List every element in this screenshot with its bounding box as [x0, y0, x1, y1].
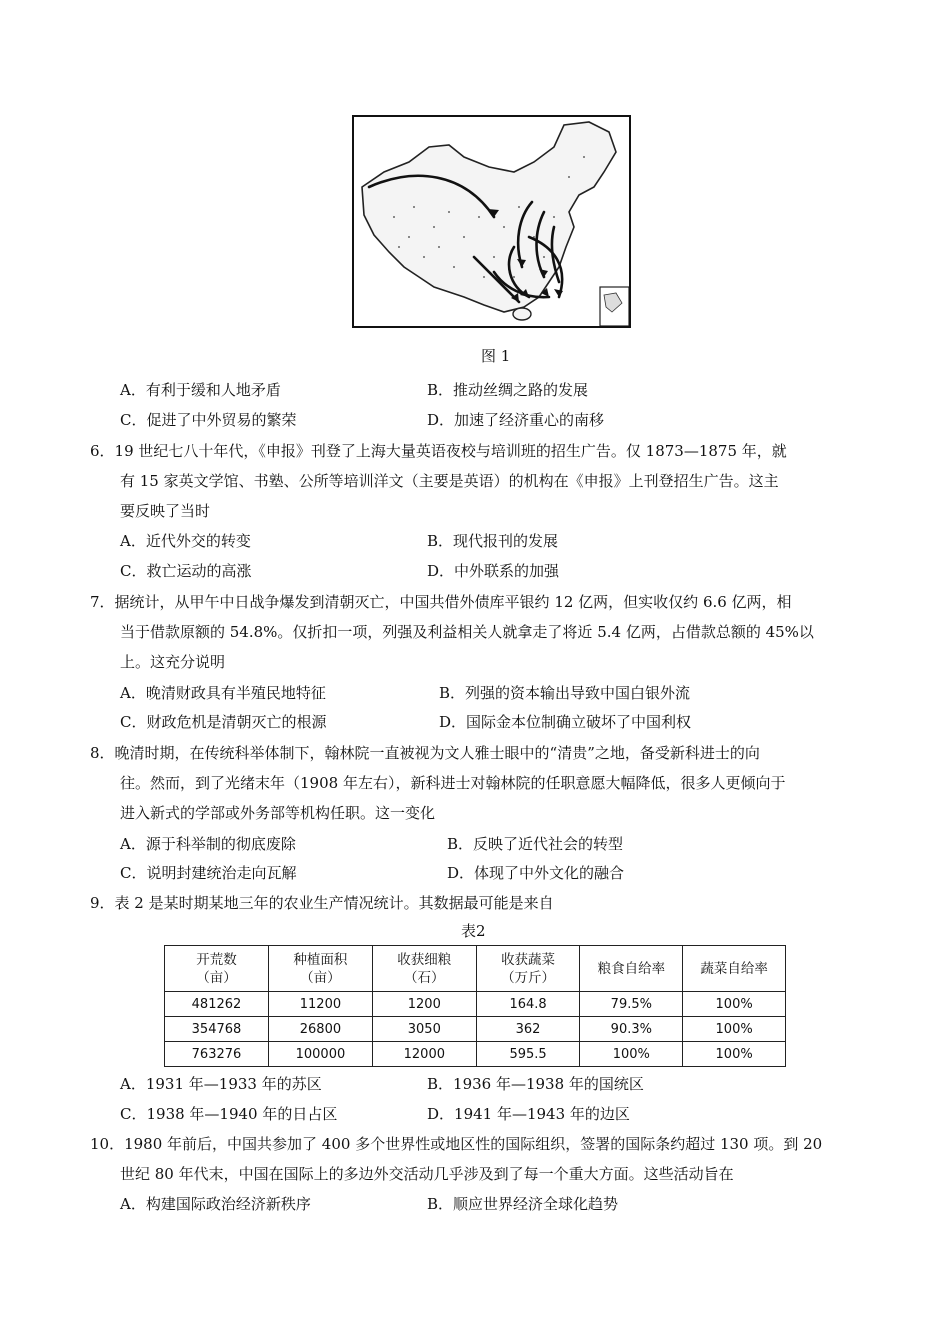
table-header-cell: 收获细粮 （石）	[372, 946, 476, 992]
q6-stem-line-2: 有 15 家英文学馆、书塾、公所等培训洋文（主要是英语）的机构在《申报》上刊登招生广告。这主	[120, 472, 779, 490]
figure-1-map	[352, 115, 631, 328]
q5-option-a[interactable]: A．有利于缓和人地矛盾	[120, 381, 281, 399]
table-cell: 481262	[165, 992, 269, 1017]
table-cell: 26800	[268, 1017, 372, 1042]
table-header-row	[165, 946, 786, 992]
table-cell: 79.5%	[580, 992, 683, 1017]
table-row	[165, 1017, 786, 1042]
q7-stem-line-1: 7．据统计，从甲午中日战争爆发到清朝灭亡，中国共借外债库平银约 12 亿两，但实收仅约 6.6 亿两，相	[90, 593, 792, 611]
table-2-title: 表2	[461, 922, 486, 940]
table-cell: 763276	[165, 1042, 269, 1067]
q10-stem-line-1: 10．1980 年前后，中国共参加了 400 多个世界性或地区性的国际组织，签署的国际条约超过 130 项。到 20	[90, 1135, 823, 1153]
table-cell: 11200	[268, 992, 372, 1017]
q8-option-a[interactable]: A．源于科举制的彻底废除	[120, 835, 296, 853]
q6-option-c[interactable]: C．救亡运动的高涨	[120, 562, 252, 580]
table-header-cell: 开荒数 （亩）	[165, 946, 269, 992]
q9-stem-line-1: 9．表 2 是某时期某地三年的农业生产情况统计。其数据最可能是来自	[90, 894, 554, 912]
table-cell: 1200	[372, 992, 476, 1017]
table-cell: 90.3%	[580, 1017, 683, 1042]
q10-option-b[interactable]: B．顺应世界经济全球化趋势	[427, 1195, 619, 1213]
table-cell: 164.8	[476, 992, 580, 1017]
table-header-cell: 收获蔬菜 （万斤）	[476, 946, 580, 992]
table-row	[165, 1042, 786, 1067]
q8-stem-line-3: 进入新式的学部或外务部等机构任职。这一变化	[120, 804, 436, 822]
table-header-cell: 蔬菜自给率	[683, 946, 786, 992]
q5-option-d[interactable]: D．加速了经济重心的南移	[427, 411, 605, 429]
q6-option-b[interactable]: B．现代报刊的发展	[427, 532, 559, 550]
table-2	[164, 945, 786, 1067]
table-header-cell: 种植面积 （亩）	[268, 946, 372, 992]
q5-option-b[interactable]: B．推动丝绸之路的发展	[427, 381, 589, 399]
table-cell: 100%	[683, 1042, 786, 1067]
q8-stem-line-2: 往。然而，到了光绪末年（1908 年左右），新科进士对翰林院的任职意愿大幅降低，很多人更倾向于	[120, 774, 786, 792]
q10-option-a[interactable]: A．构建国际政治经济新秩序	[120, 1195, 311, 1213]
q7-option-a[interactable]: A．晚清财政具有半殖民地特征	[120, 684, 326, 702]
q7-stem-line-2: 当于借款原额的 54.8%。仅折扣一项，列强及利益相关人就拿走了将近 5.4 亿两，占借款总额的 45%以	[120, 623, 814, 641]
q9-option-d[interactable]: D．1941 年—1943 年的边区	[427, 1105, 630, 1123]
table-cell: 362	[476, 1017, 580, 1042]
q9-option-c[interactable]: C．1938 年—1940 年的日占区	[120, 1105, 338, 1123]
figure-caption: 图 1	[481, 347, 511, 365]
q8-option-d[interactable]: D．体现了中外文化的融合	[447, 864, 625, 882]
q7-option-c[interactable]: C．财政危机是清朝灭亡的根源	[120, 713, 327, 731]
q9-option-a[interactable]: A．1931 年—1933 年的苏区	[120, 1075, 322, 1093]
china-map-illustration	[354, 117, 629, 326]
q7-option-b[interactable]: B．列强的资本输出导致中国白银外流	[439, 684, 691, 702]
table-header-cell: 粮食自给率	[580, 946, 683, 992]
table-cell: 100%	[683, 992, 786, 1017]
q6-option-d[interactable]: D．中外联系的加强	[427, 562, 560, 580]
q6-stem-line-1: 6．19 世纪七八十年代，《申报》刊登了上海大量英语夜校与培训班的招生广告。仅 1873—1875 年，就	[90, 442, 787, 460]
table-cell: 100%	[683, 1017, 786, 1042]
q7-stem-line-3: 上。这充分说明	[120, 653, 226, 671]
table-row	[165, 992, 786, 1017]
table-cell: 354768	[165, 1017, 269, 1042]
q8-option-c[interactable]: C．说明封建统治走向瓦解	[120, 864, 297, 882]
q10-stem-line-2: 世纪 80 年代末，中国在国际上的多边外交活动几乎涉及到了每一个重大方面。这些活动旨在	[120, 1165, 734, 1183]
q7-option-d[interactable]: D．国际金本位制确立破坏了中国利权	[439, 713, 692, 731]
q5-option-c[interactable]: C．促进了中外贸易的繁荣	[120, 411, 297, 429]
q9-option-b[interactable]: B．1936 年—1938 年的国统区	[427, 1075, 644, 1093]
table-cell: 100%	[580, 1042, 683, 1067]
table-cell: 100000	[268, 1042, 372, 1067]
q6-option-a[interactable]: A．近代外交的转变	[120, 532, 251, 550]
q8-stem-line-1: 8．晚清时期，在传统科举体制下，翰林院一直被视为文人雅士眼中的“清贵”之地，备受新科进士的向	[90, 744, 760, 762]
table-cell: 595.5	[476, 1042, 580, 1067]
q8-option-b[interactable]: B．反映了近代社会的转型	[447, 835, 624, 853]
table-cell: 3050	[372, 1017, 476, 1042]
table-cell: 12000	[372, 1042, 476, 1067]
q6-stem-line-3: 要反映了当时	[120, 502, 211, 520]
